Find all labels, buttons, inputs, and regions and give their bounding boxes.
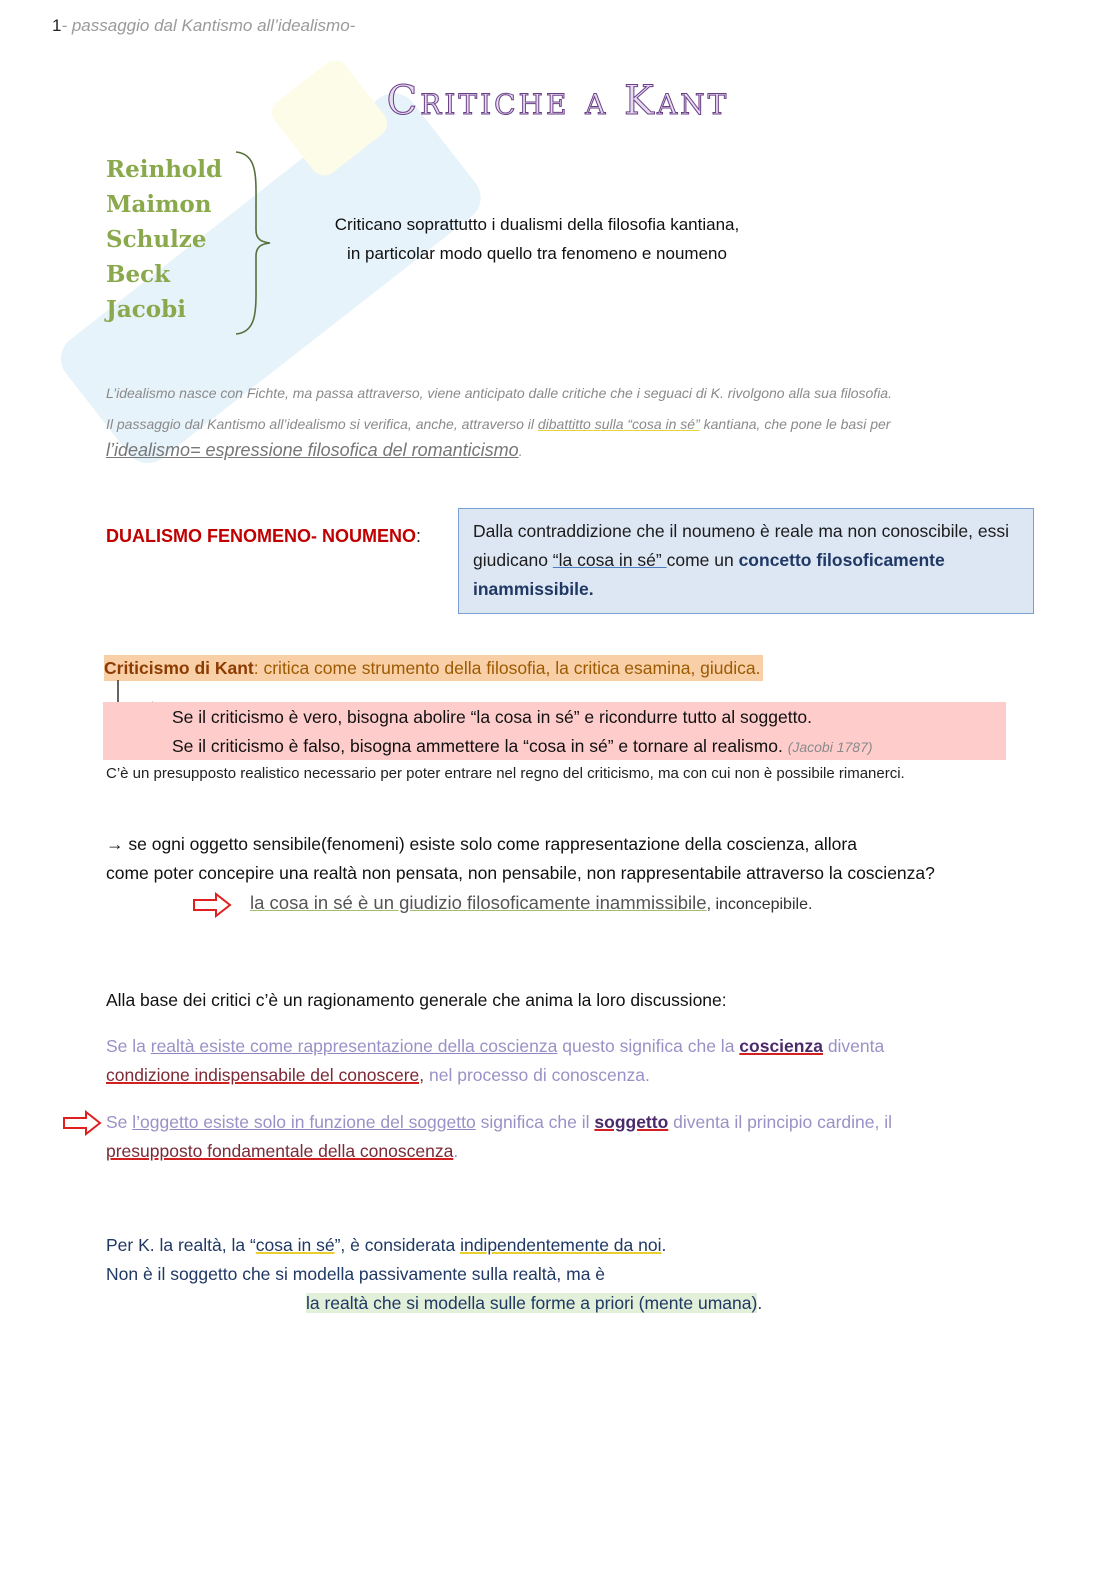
summary-line: in particolar modo quello tra fenomeno e noumeno [347, 244, 727, 263]
box-highlight: “la cosa in sé” [552, 550, 667, 570]
perk-highlight: indipendentemente da noi [460, 1235, 662, 1255]
critic-name: Jacobi [106, 296, 186, 323]
intro-line [106, 437, 1006, 464]
alternative-line [172, 732, 873, 762]
para-text: diventa il principio cardine, il [668, 1112, 893, 1132]
para-keyword: coscienza [739, 1036, 823, 1056]
intro-highlight: dibattitto sulla “cosa in sé” [537, 416, 700, 432]
para-underline: l’oggetto esiste solo in funzione del soggetto [132, 1112, 476, 1132]
right-arrow-icon: → [106, 834, 124, 854]
para-text: questo significa che la [557, 1036, 740, 1056]
perk-text: ”, è considerata [334, 1235, 461, 1255]
criticismo-text: : critica come strumento della filosofia, la critica esamina, giudica. [253, 658, 761, 678]
reasoning-paragraph-1 [106, 1032, 1006, 1090]
para-keyword: soggetto [594, 1112, 669, 1132]
alternative-line: Se il criticismo è vero, bisogna abolire “la cosa in sé” e ricondurre tutto al soggetto. [172, 707, 813, 727]
perk-line: Non è il soggetto che si modella passivamente sulla realtà, ma è [106, 1264, 606, 1284]
conclusion-text: la cosa in sé è un giudizio filosoficamente inammissibile [250, 892, 707, 913]
critic-name: Reinhold [106, 156, 223, 183]
conclusion-tail: , inconcepibile. [706, 896, 813, 913]
perk-line [106, 1231, 1006, 1260]
perk-highlight: cosa in sé [255, 1235, 335, 1255]
summary-line: Criticano soprattutto i dualismi della filosofia kantiana, [334, 215, 740, 234]
box-text: come un [666, 550, 739, 570]
para-underline: realtà esiste come rappresentazione della coscienza [150, 1036, 558, 1056]
perk-text: . [661, 1235, 667, 1255]
dualismo-colon: : [416, 526, 422, 546]
para-key-phrase: condizione indispensabile del conoscere, [106, 1065, 425, 1085]
alla-base-line: Alla base dei critici c’è un ragionamento generale che anima la loro discussione: [106, 990, 727, 1010]
box-strong: concetto filosoficamente inammissibile. [473, 550, 945, 599]
criticismo-label: Criticismo di Kant [104, 658, 254, 678]
dualismo-heading [106, 526, 421, 547]
sensibile-paragraph [106, 830, 1016, 888]
criticismo-alternatives [172, 703, 873, 762]
para-text: diventa [822, 1036, 885, 1056]
intro-text: . [518, 443, 523, 459]
intro-text: Il passaggio dal Kantismo all’idealismo si verifica, anche, attraverso il [106, 416, 538, 432]
page-header [52, 16, 355, 36]
critic-name: Schulze [106, 226, 207, 253]
critic-name: Beck [106, 261, 171, 288]
page-subtitle: - passaggio dal Kantismo all’idealismo- [61, 16, 356, 35]
reasoning-paragraph-2 [106, 1108, 1006, 1166]
intro-text: kantiana, che pone le basi per [699, 416, 891, 432]
intro-line: L’idealismo nasce con Fichte, ma passa attraverso, viene anticipato dalle critiche che i seguaci di K. rivolgono alla sua filosofia. [106, 385, 892, 401]
perk-line [106, 1289, 1006, 1318]
sensibile-line: come poter concepire una realtà non pensata, non pensabile, non rappresentabile attraverso la coscienza? [106, 863, 935, 883]
perk-green-highlight: la realtà che si modella sulle forme a priori (mente umana) [306, 1293, 758, 1313]
perk-text: . [757, 1293, 763, 1313]
para-text: nel processo di conoscenza. [424, 1065, 650, 1085]
sensibile-text: se ogni oggetto sensibile(fenomeni) esiste solo come rappresentazione della coscienza, allora [123, 834, 857, 854]
double-arrow-icon [192, 892, 232, 918]
critics-summary [298, 210, 776, 268]
citation: (Jacobi 1787) [787, 739, 873, 755]
para-key-phrase: presupposto fondamentale della conoscenza [106, 1141, 454, 1161]
para-text: significa che il [475, 1112, 595, 1132]
para-text: Se [106, 1112, 133, 1132]
intro-line [106, 411, 1006, 437]
sensibile-line [106, 830, 1016, 859]
curly-brace-icon [232, 148, 272, 338]
page-number: 1 [52, 16, 62, 35]
criticismo-heading [104, 655, 763, 681]
presupposto-note: C’è un presupposto realistico necessario per poter entrare nel regno del criticismo, ma con cui non è possibile rimanerci. [106, 765, 905, 782]
dualismo-box [458, 508, 1034, 614]
conclusion-line [250, 888, 812, 920]
para-text: . [453, 1141, 459, 1161]
dualismo-label: DUALISMO FENOMENO- NOUMENO [106, 526, 416, 546]
perk-text: Per K. la realtà, la “ [106, 1235, 256, 1255]
page-title: Critiche a Kant [386, 78, 730, 124]
alternative-text: Se il criticismo è falso, bisogna ammettere la “cosa in sé” e tornare al realismo. [172, 736, 783, 756]
para-text: Se la [106, 1036, 151, 1056]
critic-name: Maimon [106, 191, 212, 218]
intro-paragraph [106, 376, 1006, 464]
kant-reality-paragraph [106, 1231, 1006, 1318]
double-arrow-icon [62, 1110, 102, 1136]
box-text: Dalla contraddizione che il noumeno è reale ma non conoscibile, essi giudicano [473, 521, 1010, 570]
critics-list [106, 152, 222, 327]
intro-definition: l’idealismo= espressione filosofica del romanticismo [106, 440, 519, 460]
